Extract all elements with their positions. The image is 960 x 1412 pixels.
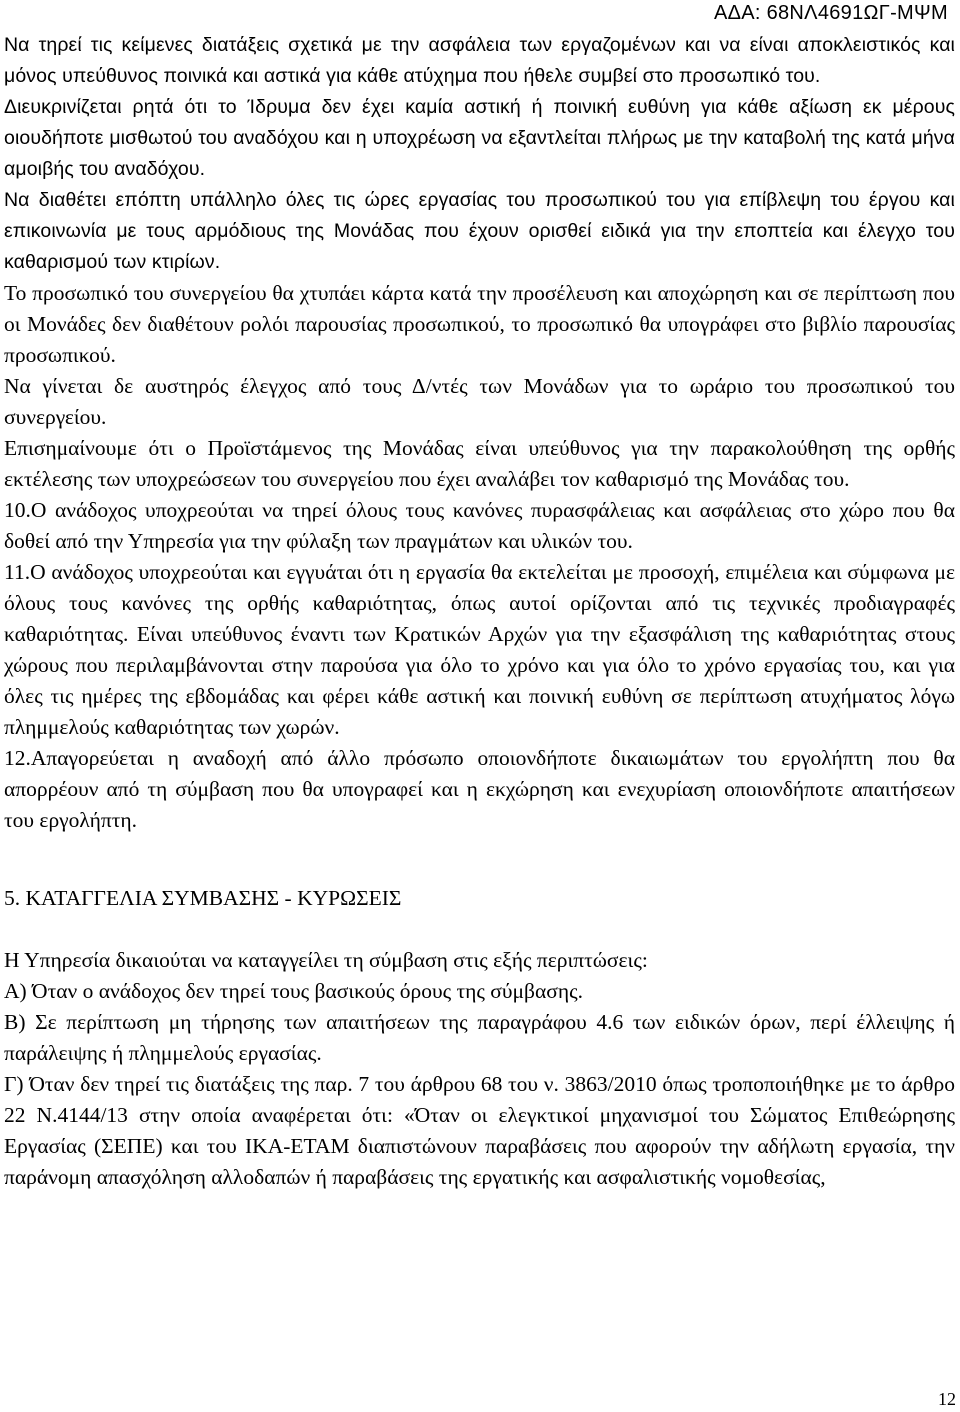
paragraph: Γ) Όταν δεν τηρεί τις διατάξεις της παρ. 7 του άρθρου 68 του ν. 3863/2010 όπως τροποποιήθηκε με το άρθρο 22 Ν.4144/13 στην οποία αναφέρεται ότι: «Όταν οι ελεγκτικοί μηχανισμοί του Σώματος Επιθεώρησης Εργασίας (ΣΕΠΕ) και του ΙΚΑ-ΕΤΑΜ διαπιστώνουν παραβάσεις που αφορούν την αδήλωτη εργασία, την παράνομη απασχόληση αλλοδαπών ή παραβάσεις της εργατικής και ασφαλιστικής νομοθεσίας, (4, 1072, 955, 1189)
paragraph: 12.Απαγορεύεται η αναδοχή από άλλο πρόσωπο οποιονδήποτε δικαιωμάτων του εργολήπτη που θα απορρέουν από τη σύμβαση που θα υπογραφεί και η εκχώρηση και ενεχυρίαση οποιονδήποτε απαιτήσεων του εργολήπτη. (4, 746, 955, 832)
paragraph: Να τηρεί τις κείμενες διατάξεις σχετικά με την ασφάλεια των εργαζομένων και να είναι αποκλειστικός και μόνος υπεύθυνος ποινικά και αστικά για κάθε ατύχημα που ήθελε συμβεί στο προσωπικό του. (4, 34, 955, 87)
ada-code: ΑΔΑ: 68ΝΛ4691ΩΓ-ΜΨΜ (713, 2, 948, 24)
paragraph: Να γίνεται δε αυστηρός έλεγχος από τους Δ/ντές των Μονάδων για το ωράριο του προσωπικού του συνεργείου. (4, 374, 955, 429)
paragraph: 10.Ο ανάδοχος υποχρεούται να τηρεί όλους τους κανόνες πυρασφάλειας και ασφάλειας στο χώρο που θα δοθεί από την Υπηρεσία για την φύλαξη των πραγμάτων και υλικών του. (4, 498, 955, 553)
paragraph: Επισημαίνουμε ότι ο Προϊστάμενος της Μονάδας είναι υπεύθυνος για την παρακολούθηση της ορθής εκτέλεσης των υποχρεώσεων του συνεργείου που έχει αναλάβει τον καθαρισμό της Μονάδας του. (4, 436, 955, 491)
paragraph: Διευκρινίζεται ρητά ότι το Ίδρυμα δεν έχει καμία αστική ή ποινική ευθύνη για κάθε αξίωση εκ μέρους οιουδήποτε μισθωτού του αναδόχου και η υποχρέωση να εξαντλείται πλήρως με την καταβολή της κατά μήνα αμοιβής του αναδόχου. (4, 96, 955, 180)
section-heading: 5. ΚΑΤΑΓΓΕΛΙΑ ΣΥΜΒΑΣΗΣ - ΚΥΡΩΣΕΙΣ (4, 886, 402, 910)
paragraph: Β) Σε περίπτωση μη τήρησης των απαιτήσεων της παραγράφου 4.6 των ειδικών όρων, περί έλλειψης ή παράλειψης ή πλημμελούς εργασίας. (4, 1010, 955, 1065)
paragraph: Η Υπηρεσία δικαιούται να καταγγείλει τη σύμβαση στις εξής περιπτώσεις: (4, 948, 648, 972)
sans-paragraph-group (4, 30, 955, 278)
paragraph: 11.Ο ανάδοχος υποχρεούται και εγγυάται ότι η εργασία θα εκτελείται με προσοχή, επιμέλεια και σύμφωνα με όλους τους κανόνες της ορθής καθαριότητας, όπως αυτοί ορίζονται από τις τεχνικές προδιαγραφές καθαριότητας. Είναι υπεύθυνος έναντι των Κρατικών Αρχών για την εξασφάλιση της καθαριότητας στους χώρους που περιλαμβάνονται στην παρούσα για όλο το χρόνο και για όλο το χρόνο εργασίας του, και για όλες τις ημέρες της εβδομάδας και φέρει κάθε αστική και ποινική ευθύνη σε περίπτωση ατυχήματος λόγω πλημμελούς καθαριότητας των χωρών. (4, 560, 955, 739)
page-number: 12 (938, 1389, 956, 1409)
paragraph: Το προσωπικό του συνεργείου θα χτυπάει κάρτα κατά την προσέλευση και αποχώρηση και σε περίπτωση που οι Μονάδες δεν διαθέτουν ρολόι παρουσίας προσωπικού, το προσωπικό θα υπογράφει στο βιβλίο παρουσίας προσωπικού. (4, 281, 955, 367)
paragraph: Α) Όταν ο ανάδοχος δεν τηρεί τους βασικούς όρους της σύμβασης. (4, 979, 583, 1003)
document-body (4, 30, 955, 1193)
paragraph: Να διαθέτει επόπτη υπάλληλο όλες τις ώρες εργασίας του προσωπικού του για επίβλεψη του έργου και επικοινωνία με τους αρμόδιους της Μονάδας που έχουν ορισθεί ειδικά για την εποπτεία και έλεγχο του καθαρισμού των κτιρίων. (4, 189, 955, 273)
